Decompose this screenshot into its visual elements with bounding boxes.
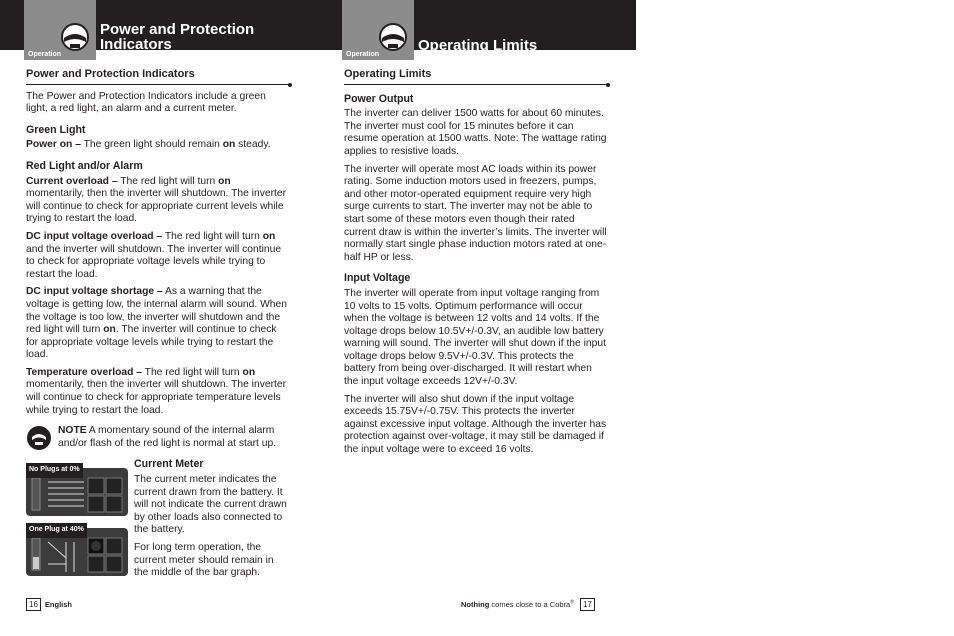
note-icon bbox=[26, 425, 52, 451]
footer-tagline: comes close to a Cobra bbox=[489, 600, 571, 609]
tab-label: Operation bbox=[28, 51, 62, 58]
left-column bbox=[26, 68, 290, 578]
meter-fill bbox=[33, 557, 39, 569]
temperature-overload-paragraph: Temperature overload – The red light will turn on momentarily, then the inverter will shutdown. The inverter will continue to check for appropriate temperature levels while trying to restart the load. bbox=[26, 366, 287, 416]
current-meter-paragraph: The current meter indicates the current drawn from the battery. It will not indicate the current drawn by other loads also connected to the battery. bbox=[134, 474, 287, 536]
green-light-paragraph: Power on – The green light should remain on steady. bbox=[26, 139, 271, 151]
left-section-tab bbox=[24, 0, 96, 60]
red-light-heading: Red Light and/or Alarm bbox=[26, 159, 143, 172]
registered-mark: ® bbox=[570, 599, 574, 606]
meter-illustration-no-plugs bbox=[26, 468, 128, 516]
current-meter-paragraph-2: For long term operation, the current meter should remain in the middle of the bar graph. bbox=[134, 542, 274, 579]
intro-paragraph: The Power and Protection Indicators include a green light, a red light, an alarm and a current meter. bbox=[26, 90, 266, 115]
right-header-bar bbox=[318, 0, 636, 58]
rule-dot bbox=[606, 83, 610, 87]
power-output-paragraph-2: The inverter will operate most AC loads within its power rating. Some induction motors used in freezers, pumps, and other motor-operated equipment require very high surge currents to start. The inverter may not be able to start some of these motors even though their rated current draw is within the inverter’s limits. The inverter will normally start single phase induction motors rated at one-half HP or less. bbox=[344, 163, 607, 263]
tab-label: Operation bbox=[346, 51, 380, 58]
right-column bbox=[344, 68, 608, 462]
current-meter-heading: Current Meter bbox=[134, 458, 204, 471]
meter-caption: One Plug at 40% bbox=[26, 523, 87, 538]
input-voltage-paragraph: The inverter will operate from input voltage ranging from 10 volts to 15 volts. Optimum performance will occur when the voltage is between 12 volts and 14 volts. If the voltage drops below 10.5V+/-0.3V, an audible low battery warning will sound. The inverter will shut down if the input voltage drops below 9.5V+/-0.3V. This protects the battery from being over-discharged. It will restart when the input voltage exceeds 12V+/-0.3V. bbox=[344, 287, 606, 388]
current-overload-paragraph: Current overload – The red light will turn on momentarily, then the inverter will shutdown. The inverter will continue to check for appropriate current levels while trying to restart the load. bbox=[26, 175, 287, 225]
current-meter-area bbox=[26, 458, 290, 578]
page-number: 17 bbox=[580, 598, 595, 611]
power-output-heading: Power Output bbox=[344, 92, 414, 105]
inverter-icon bbox=[378, 22, 408, 52]
note-block bbox=[26, 425, 290, 450]
meter-caption: No Plugs at 0% bbox=[26, 463, 83, 478]
input-voltage-paragraph-2: The inverter will also shut down if the input voltage exceeds 15.75V+/-0.75V. This protects the inverter against excessive input voltage. Although the inverter has protection against over-voltage, it may still be damaged if the input voltage were to exceed 16 volts. bbox=[344, 393, 607, 456]
current-meter-text bbox=[134, 458, 290, 584]
green-light-heading: Green Light bbox=[26, 123, 86, 136]
meter-illustration-one-plug bbox=[26, 528, 128, 576]
section-title: Operating Limits bbox=[344, 68, 608, 85]
section-title: Power and Protection Indicators bbox=[26, 68, 290, 85]
right-section-tab bbox=[342, 0, 414, 60]
left-footer bbox=[26, 598, 72, 611]
left-header-bar bbox=[0, 0, 318, 58]
inverter-icon bbox=[60, 22, 90, 52]
footer-bold: Nothing bbox=[461, 600, 490, 609]
dc-overload-paragraph: DC input voltage overload – The red light will turn on and the inverter will shutdown. The inverter will continue to check for appropriate voltage levels while trying to restart the load. bbox=[26, 230, 282, 280]
dc-shortage-paragraph: DC input voltage shortage – As a warning that the voltage is getting low, the internal alarm will sound. When the voltage is too low, the inverter will shutdown and the red light will turn on. The inverter will continue to check for appropriate voltage levels while trying to restart the load. bbox=[26, 286, 287, 361]
page-number: 16 bbox=[26, 598, 41, 611]
input-voltage-heading: Input Voltage bbox=[344, 272, 411, 285]
rule-dot bbox=[288, 83, 292, 87]
right-footer bbox=[461, 598, 595, 611]
footer-language: English bbox=[44, 600, 72, 609]
power-output-paragraph: The inverter can deliver 1500 watts for about 60 minutes. The inverter must cool for 15 minutes before it can resume operation at 1500 watts. Note: The wattage rating applies to resistive loads. bbox=[344, 108, 607, 157]
page-title: Operating Limits bbox=[418, 37, 538, 54]
page-title: Power and Protection Indicators bbox=[100, 21, 255, 53]
note-paragraph: NOTE A momentary sound of the internal alarm and/or flash of the red light is normal at start up. bbox=[58, 425, 277, 449]
